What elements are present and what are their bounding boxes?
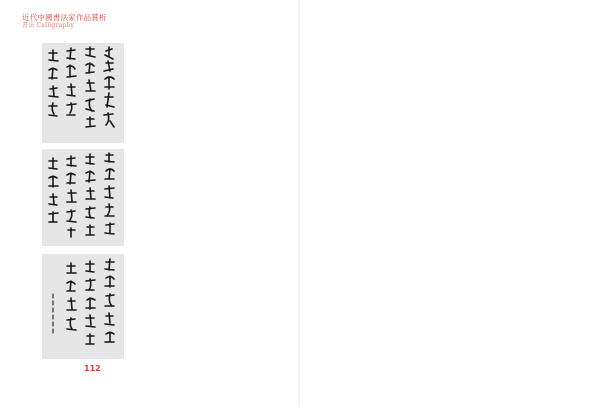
right-page-body (316, 40, 578, 360)
calligraphy-image-3 (42, 254, 124, 359)
calligraphy-plate-3 (42, 254, 124, 359)
calligraphy-image-1 (42, 43, 124, 143)
running-head-title: 近代中國書法家作品賞析 (22, 13, 107, 22)
right-page (300, 0, 600, 407)
page-number: 112 (84, 364, 101, 373)
calligraphy-plate-2 (42, 149, 124, 246)
calligraphy-image-2 (42, 149, 124, 246)
calligraphy-plate-1 (42, 43, 124, 143)
left-page-body (134, 40, 290, 360)
running-head-subtitle: 書法 Calligraphy (22, 22, 75, 29)
running-head (22, 13, 107, 29)
